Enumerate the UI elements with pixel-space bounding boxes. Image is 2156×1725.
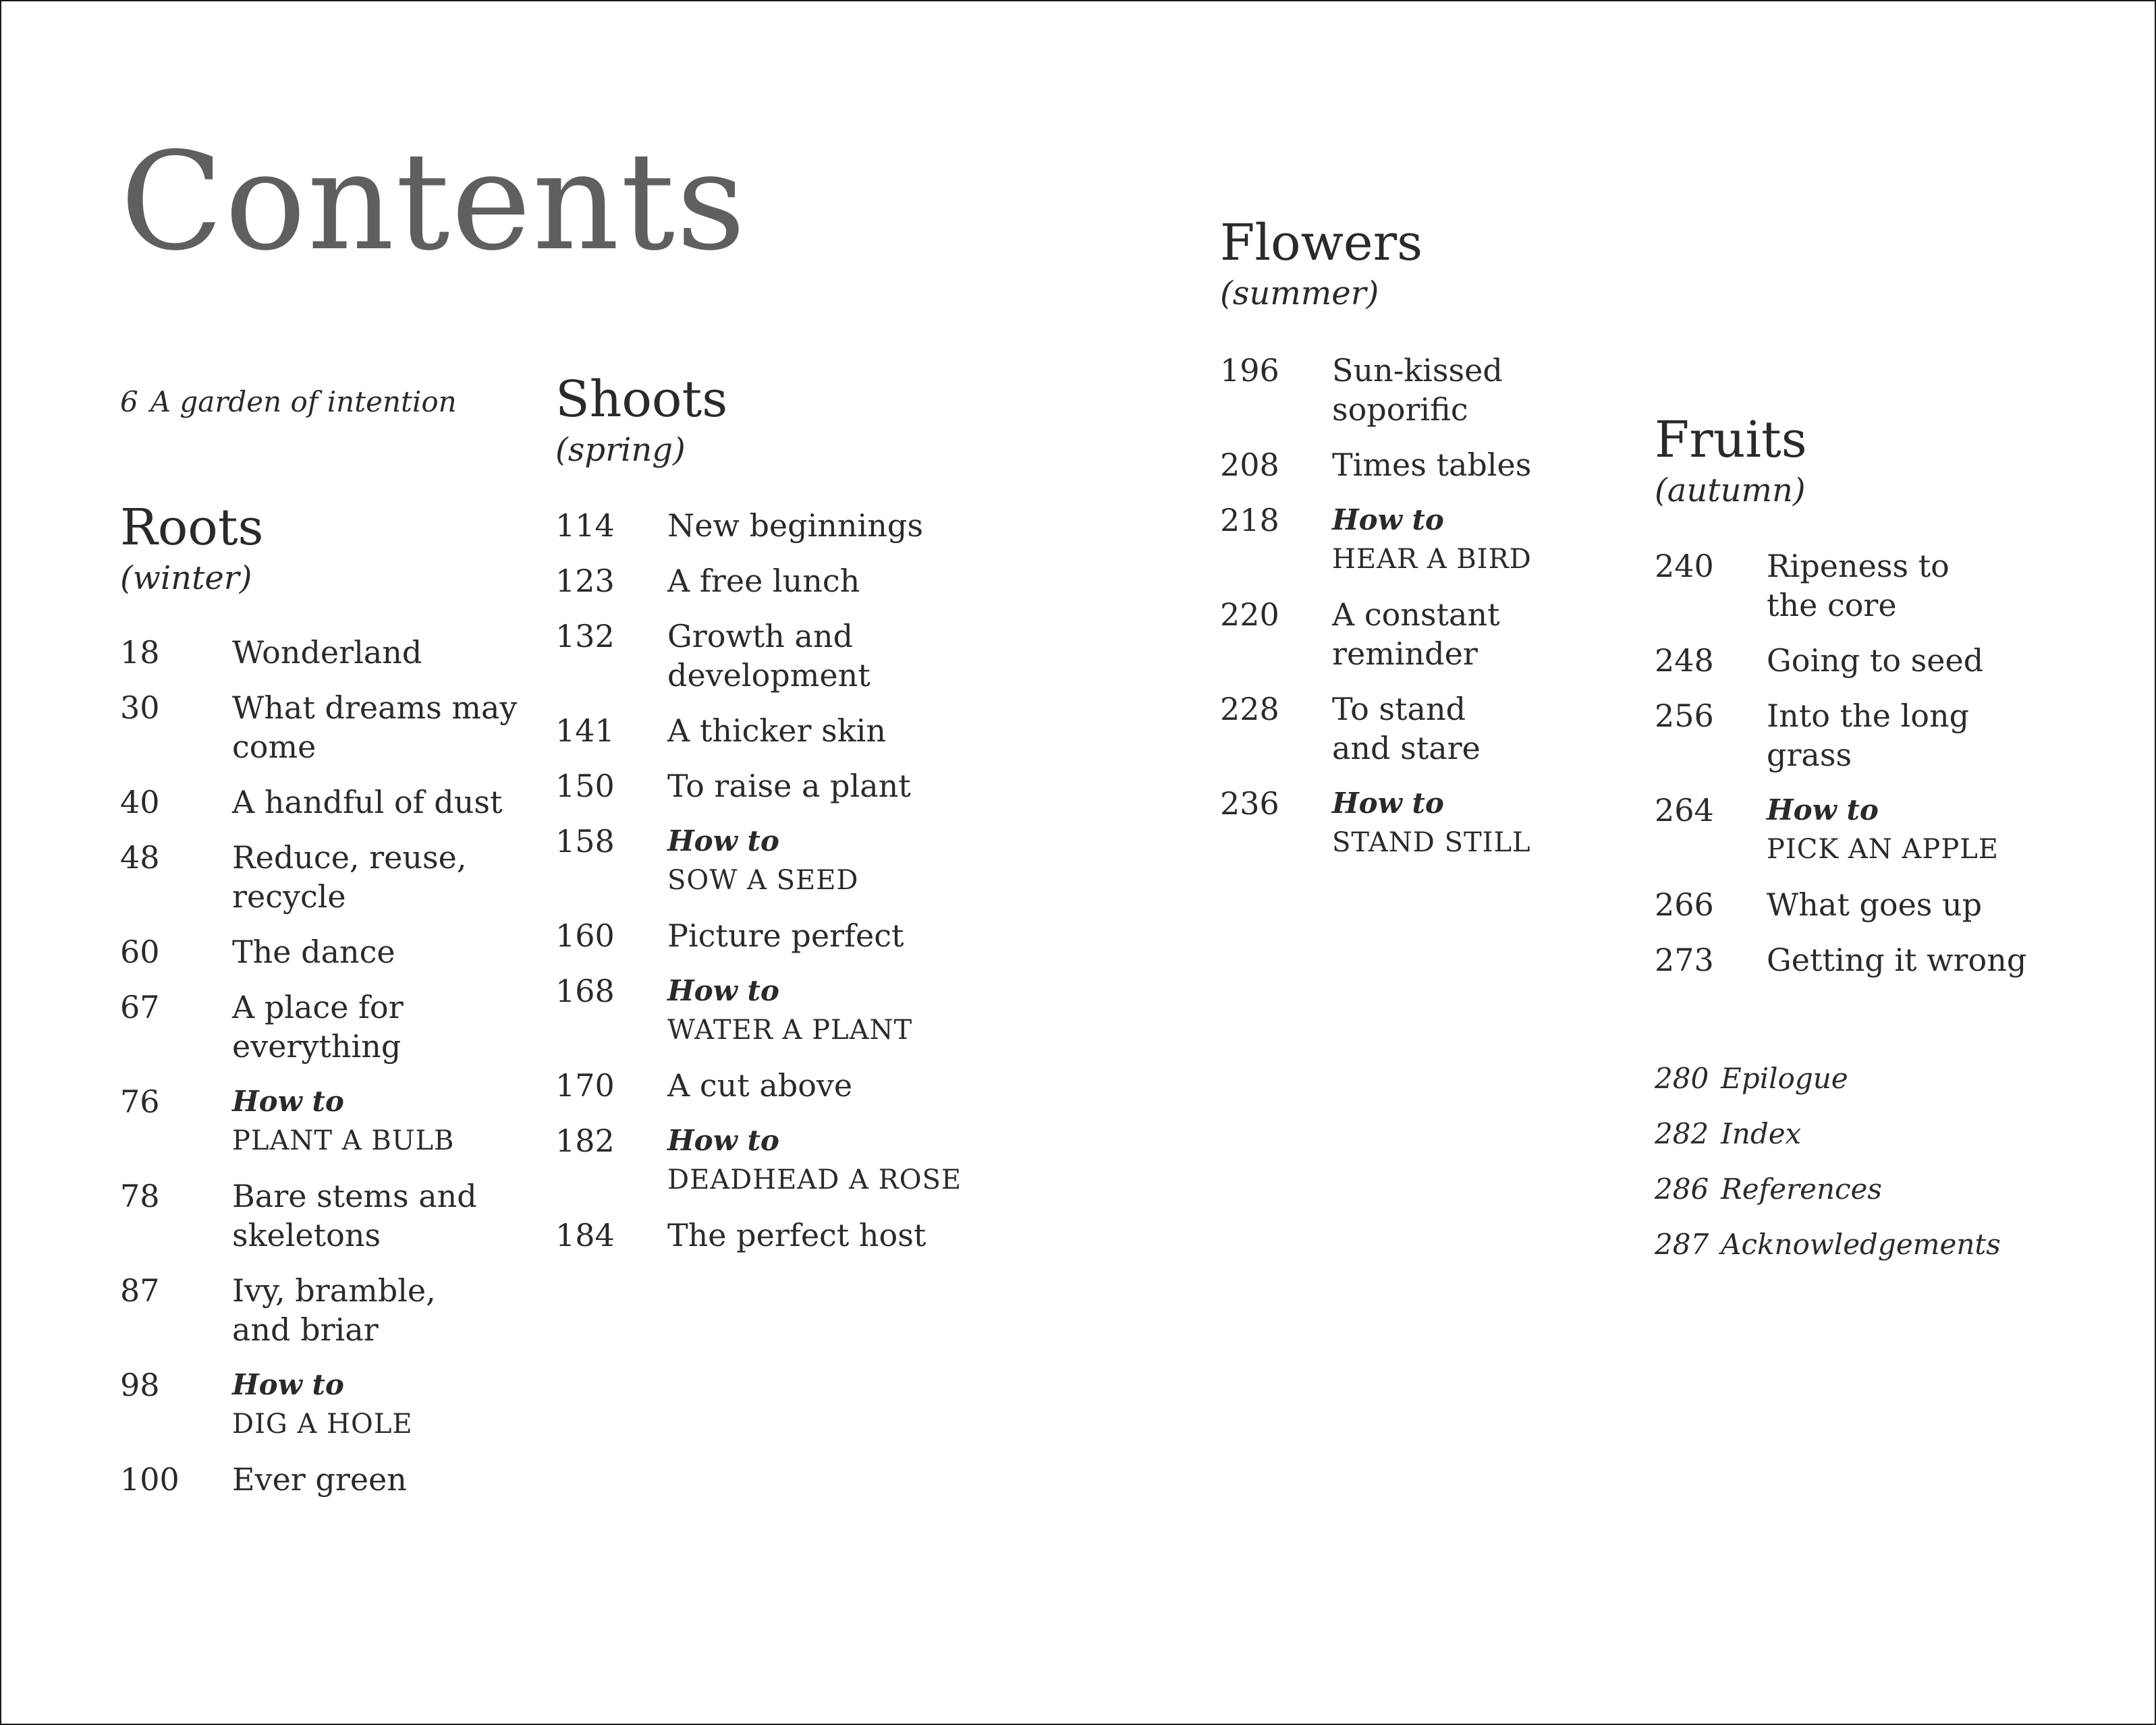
toc-entry[interactable] [555, 617, 987, 695]
toc-page-number: 182 [555, 1123, 615, 1159]
toc-page-number: 30 [120, 689, 160, 726]
toc-page-number: 132 [555, 618, 615, 654]
toc-page-number: 98 [120, 1367, 160, 1403]
toc-entry[interactable] [1655, 696, 2086, 774]
toc-entry-title: Getting it wrong [1767, 942, 2027, 978]
toc-entry[interactable] [1220, 501, 1625, 579]
toc-entry-title: Growth and development [667, 618, 870, 694]
toc-entry[interactable] [555, 561, 987, 600]
section-season: (summer) [1220, 275, 1379, 312]
toc-page-number: 76 [120, 1083, 160, 1120]
toc-entry-title: Ivy, bramble, and briar [232, 1272, 436, 1348]
section-shoots [555, 370, 987, 1253]
how-to-task: DIG A HOLE [232, 1409, 413, 1440]
how-to-label: How to [1332, 787, 1444, 820]
section-season: (autumn) [1655, 472, 1806, 509]
toc-entry-title: To stand and stare [1332, 691, 1481, 766]
back-matter-entry[interactable] [1655, 1162, 2001, 1217]
toc-page-number: 100 [120, 1461, 179, 1498]
how-to-task: HEAR A BIRD [1332, 544, 1532, 575]
back-matter-entry[interactable] [1655, 1106, 2001, 1162]
toc-page-number: 40 [120, 784, 160, 820]
toc-entry[interactable] [120, 783, 525, 822]
toc-entry-title: To raise a plant [667, 768, 911, 804]
toc-page-number: 78 [120, 1178, 160, 1214]
back-matter-label: Acknowledgements [1721, 1228, 2001, 1261]
section-title: Fruits [1655, 411, 1807, 469]
toc-page-number: 220 [1220, 596, 1279, 633]
toc-page-number: 170 [555, 1067, 615, 1104]
back-matter-page: 282 [1655, 1117, 1709, 1150]
toc-entry[interactable] [120, 633, 525, 672]
toc-entry[interactable] [1655, 546, 2086, 625]
toc-entry[interactable] [1655, 791, 2086, 869]
how-to-label: How to [667, 974, 779, 1007]
toc-entry[interactable] [555, 506, 987, 545]
toc-entry[interactable] [1220, 689, 1625, 768]
how-to-entry [667, 822, 859, 900]
toc-entry[interactable] [120, 1082, 525, 1160]
toc-entry[interactable] [1220, 595, 1625, 673]
how-to-task: STAND STILL [1332, 827, 1531, 858]
toc-entry[interactable] [555, 971, 987, 1050]
how-to-label: How to [1767, 793, 1879, 826]
toc-page-number: 168 [555, 973, 615, 1009]
section-fruits [1655, 411, 2086, 978]
toc-entry[interactable] [555, 1121, 987, 1199]
back-matter-page: 280 [1655, 1062, 1709, 1095]
back-matter-entry[interactable] [1655, 1051, 2001, 1106]
toc-page-number: 158 [555, 823, 615, 859]
intro-entry[interactable] [120, 382, 457, 422]
toc-entry[interactable] [120, 932, 525, 971]
how-to-label: How to [667, 824, 779, 857]
how-to-label: How to [667, 1124, 779, 1157]
section-title: Roots [120, 499, 264, 557]
section-season: (winter) [120, 559, 252, 597]
toc-entry-title: Ever green [232, 1461, 407, 1498]
toc-entry-title: Reduce, reuse, recycle [232, 839, 467, 915]
toc-entry[interactable] [555, 711, 987, 750]
how-to-entry [667, 971, 912, 1050]
toc-entry-title: A handful of dust [232, 784, 503, 820]
how-to-task: PLANT A BULB [232, 1125, 455, 1156]
toc-entry[interactable] [1655, 885, 2086, 924]
toc-page-number: 87 [120, 1272, 160, 1309]
section-season: (spring) [555, 431, 686, 469]
toc-page-number: 236 [1220, 785, 1279, 822]
back-matter-label: Epilogue [1721, 1062, 1848, 1095]
toc-page-number: 264 [1655, 792, 1714, 828]
toc-page-number: 160 [555, 917, 615, 954]
toc-entry-title: New beginnings [667, 507, 923, 544]
toc-entry[interactable] [120, 688, 525, 766]
toc-entry[interactable] [555, 1216, 987, 1255]
toc-page-number: 141 [555, 712, 615, 749]
page-title: Contents [120, 123, 747, 281]
toc-entry-title: Into the long grass [1767, 698, 1970, 773]
how-to-task: WATER A PLANT [667, 1015, 913, 1046]
section-roots [120, 499, 525, 1498]
toc-entry-title: Ripeness to the core [1767, 548, 1950, 623]
toc-page-number: 240 [1655, 548, 1714, 584]
toc-page-number: 150 [555, 768, 615, 804]
toc-entry[interactable] [1220, 445, 1625, 484]
section-title: Flowers [1220, 214, 1423, 272]
toc-page-number: 208 [1220, 447, 1279, 483]
how-to-entry [1332, 501, 1532, 579]
toc-page-number: 273 [1655, 942, 1714, 978]
toc-entry[interactable] [555, 916, 987, 955]
toc-page-number: 228 [1220, 691, 1279, 727]
toc-entry-title: A cut above [667, 1067, 853, 1104]
back-matter-page: 286 [1655, 1172, 1709, 1206]
intro-label: A garden of intention [150, 385, 457, 418]
toc-page-number: 266 [1655, 886, 1714, 923]
toc-page-number: 60 [120, 934, 160, 970]
back-matter-entry[interactable] [1655, 1217, 2001, 1272]
toc-page-number: 196 [1220, 352, 1279, 389]
toc-entry[interactable] [120, 838, 525, 916]
toc-entry[interactable] [120, 1460, 525, 1499]
how-to-entry [1332, 784, 1531, 862]
toc-entry[interactable] [1655, 641, 2086, 680]
toc-entry-title: Bare stems and skeletons [232, 1178, 477, 1253]
how-to-task: SOW A SEED [667, 865, 859, 896]
toc-entry[interactable] [120, 1271, 525, 1349]
toc-entry-title: Sun-kissed soporific [1332, 352, 1503, 428]
toc-entry[interactable] [555, 1066, 987, 1105]
toc-entry[interactable] [120, 1177, 525, 1255]
toc-entry-title: Picture perfect [667, 917, 904, 954]
toc-entry-title: What goes up [1767, 886, 1983, 923]
back-matter-list [1655, 1051, 2001, 1272]
toc-entry[interactable] [120, 988, 525, 1066]
toc-page-number: 218 [1220, 502, 1279, 538]
section-title: Shoots [555, 370, 728, 428]
how-to-entry [232, 1365, 413, 1444]
toc-entry[interactable] [1655, 940, 2086, 980]
toc-page-number: 248 [1655, 642, 1714, 679]
toc-entry-title: A place for everything [232, 989, 404, 1065]
how-to-label: How to [1332, 503, 1444, 536]
toc-entry[interactable] [1220, 784, 1625, 862]
toc-entry-title: What dreams may come [232, 689, 518, 765]
toc-entry-title: The perfect host [667, 1217, 927, 1253]
how-to-entry [232, 1082, 454, 1160]
toc-entry[interactable] [555, 822, 987, 900]
how-to-entry [667, 1121, 962, 1199]
back-matter-label: References [1721, 1172, 1882, 1206]
toc-entry[interactable] [555, 766, 987, 805]
toc-page-number: 123 [555, 563, 615, 599]
toc-page-number: 67 [120, 989, 160, 1025]
toc-page-number: 48 [120, 839, 160, 876]
toc-page-number: 256 [1655, 698, 1714, 734]
toc-entry-title: Wonderland [232, 634, 422, 671]
back-matter-page: 287 [1655, 1228, 1709, 1261]
toc-entry[interactable] [1220, 351, 1625, 429]
toc-entry-title: A constant reminder [1332, 596, 1500, 672]
intro-page-number: 6 [120, 385, 138, 418]
toc-entry[interactable] [120, 1365, 525, 1444]
how-to-entry [1767, 791, 1999, 869]
toc-entry-title: A thicker skin [667, 712, 886, 749]
how-to-label: How to [232, 1085, 344, 1118]
toc-page-number: 114 [555, 507, 615, 544]
toc-entry-title: Going to seed [1767, 642, 1984, 679]
toc-page-number: 18 [120, 634, 160, 671]
toc-page-number: 184 [555, 1217, 615, 1253]
toc-entry-title: Times tables [1332, 447, 1532, 483]
back-matter-label: Index [1721, 1117, 1802, 1150]
how-to-task: PICK AN APPLE [1767, 834, 1999, 865]
section-flowers [1220, 214, 1625, 858]
toc-entry-title: A free lunch [667, 563, 860, 599]
how-to-task: DEADHEAD A ROSE [667, 1164, 962, 1195]
toc-entry-title: The dance [232, 934, 395, 970]
how-to-label: How to [232, 1368, 344, 1401]
